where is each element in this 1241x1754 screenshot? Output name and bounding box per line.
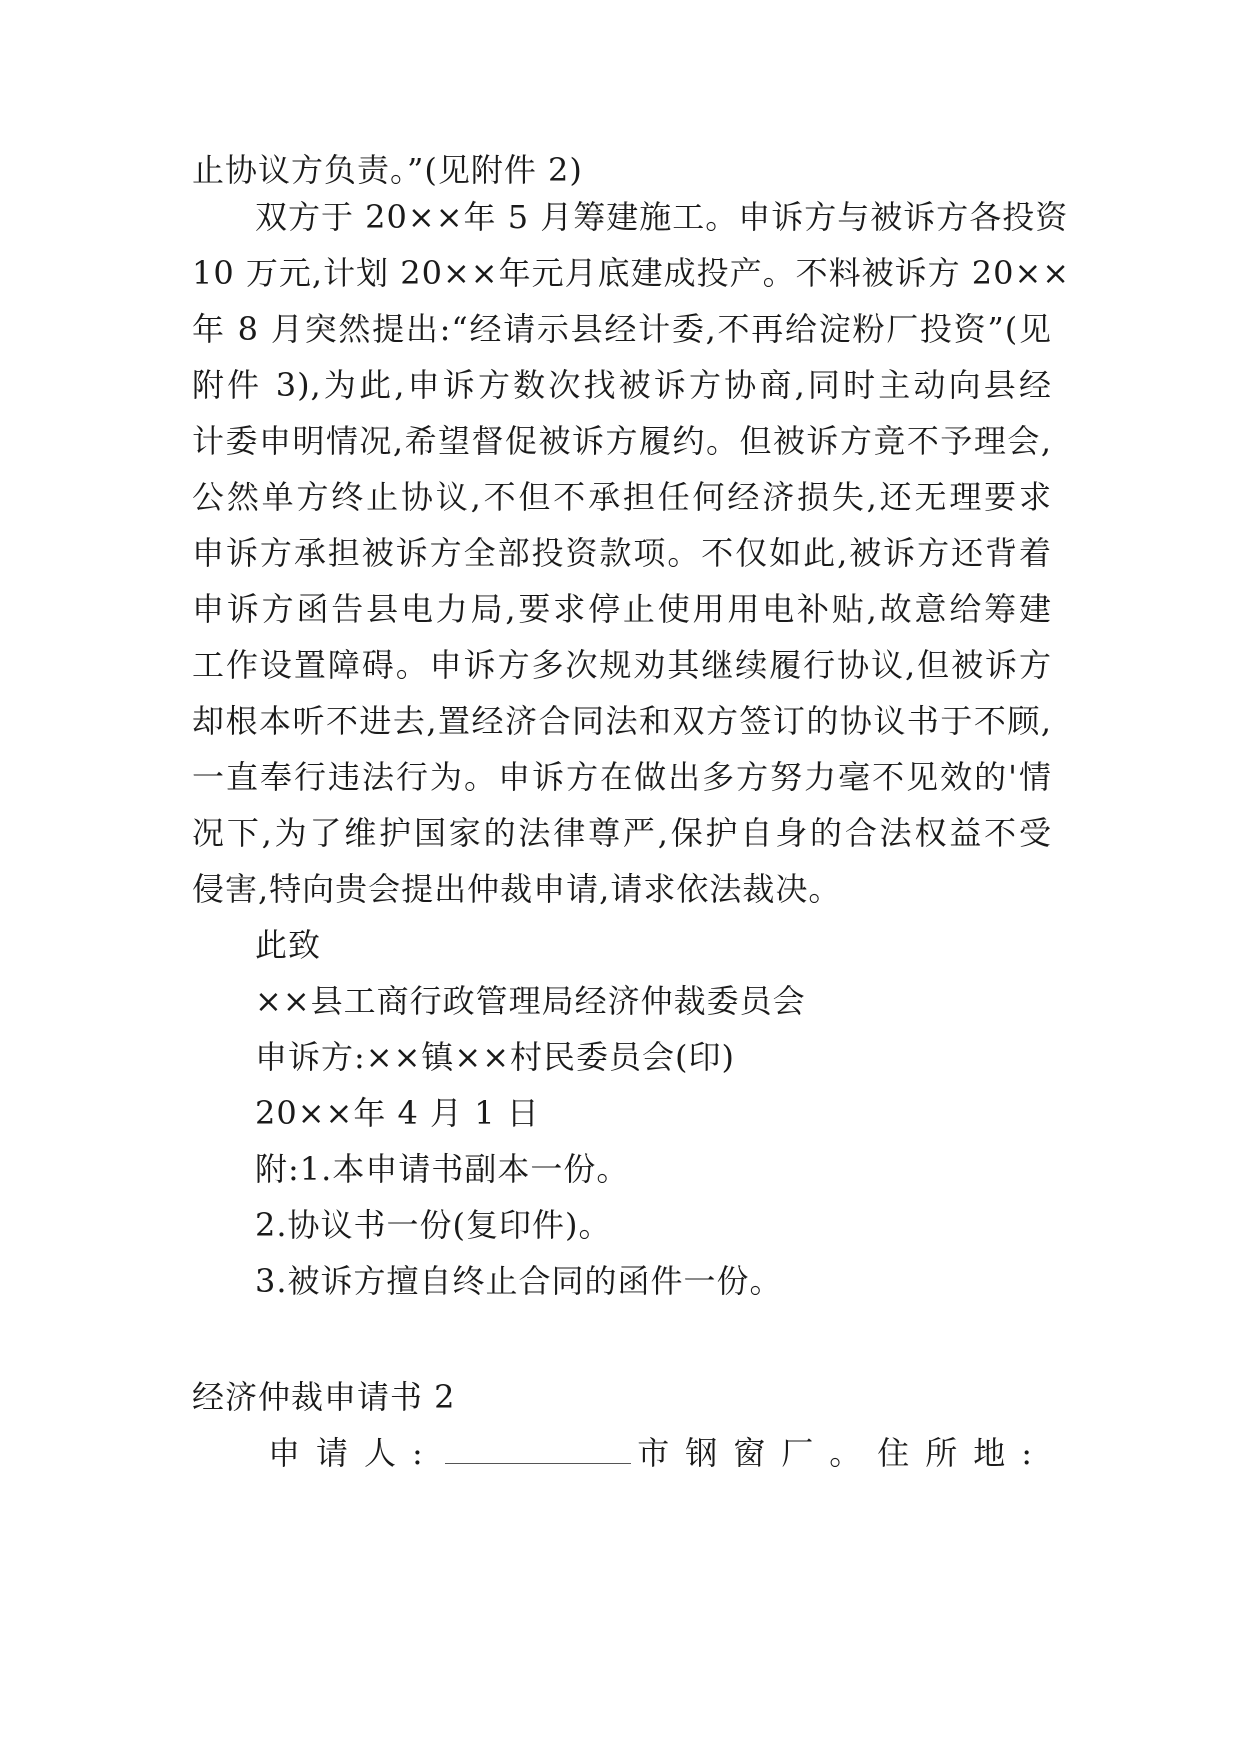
applicant-suffix: 市钢窗厂。住所地: xyxy=(637,1434,1048,1472)
paragraph-line: 附件 3),为此,申诉方数次找被诉方协商,同时主动向县经 xyxy=(192,366,1052,404)
applicant-blank xyxy=(445,1437,631,1464)
paragraph-line: 工作设置障碍。申诉方多次规劝其继续履行协议,但被诉方 xyxy=(192,646,1052,684)
paragraph-line: 况下,为了维护国家的法律尊严,保护自身的合法权益不受 xyxy=(192,814,1052,852)
applicant-label: 申请人: xyxy=(268,1434,439,1472)
attachment-item: 3.被诉方擅自终止合同的函件一份。 xyxy=(255,1262,783,1300)
applicant-line xyxy=(268,1433,1048,1473)
paragraph-line: 一直奉行违法行为。申诉方在做出多方努力毫不见效的'情 xyxy=(192,758,1052,796)
paragraph-line: 年 8 月突然提出:“经请示县经计委,不再给淀粉厂投资”(见 xyxy=(192,310,1052,348)
recipient: ××县工商行政管理局经济仲裁委员会 xyxy=(255,982,806,1020)
paragraph-line: 却根本听不进去,置经济合同法和双方签订的协议书于不顾, xyxy=(192,702,1052,740)
signer: 申诉方:××镇××村民委员会(印) xyxy=(255,1038,736,1076)
paragraph-line: 双方于 20××年 5 月筹建施工。申诉方与被诉方各投资 xyxy=(255,198,1069,236)
paragraph-line: 侵害,特向贵会提出仲裁申请,请求依法裁决。 xyxy=(192,870,842,908)
section-heading: 经济仲裁申请书 2 xyxy=(192,1378,456,1416)
paragraph-line: 申诉方承担被诉方全部投资款项。不仅如此,被诉方还背着 xyxy=(192,534,1052,572)
paragraph-line: 公然单方终止协议,不但不承担任何经济损失,还无理要求 xyxy=(192,478,1052,516)
salutation: 此致 xyxy=(255,926,322,964)
attachment-item: 2.协议书一份(复印件)。 xyxy=(255,1206,612,1244)
paragraph-line: 10 万元,计划 20××年元月底建成投产。不料被诉方 20×× xyxy=(192,254,1071,292)
paragraph-line: 止协议方负责。”(见附件 2) xyxy=(192,151,583,189)
paragraph-line: 计委申明情况,希望督促被诉方履约。但被诉方竟不予理会, xyxy=(192,422,1052,460)
paragraph-line: 申诉方函告县电力局,要求停止使用用电补贴,故意给筹建 xyxy=(192,590,1052,628)
attachment-item: 附:1.本申请书副本一份。 xyxy=(255,1150,630,1188)
date: 20××年 4 月 1 日 xyxy=(255,1094,540,1132)
